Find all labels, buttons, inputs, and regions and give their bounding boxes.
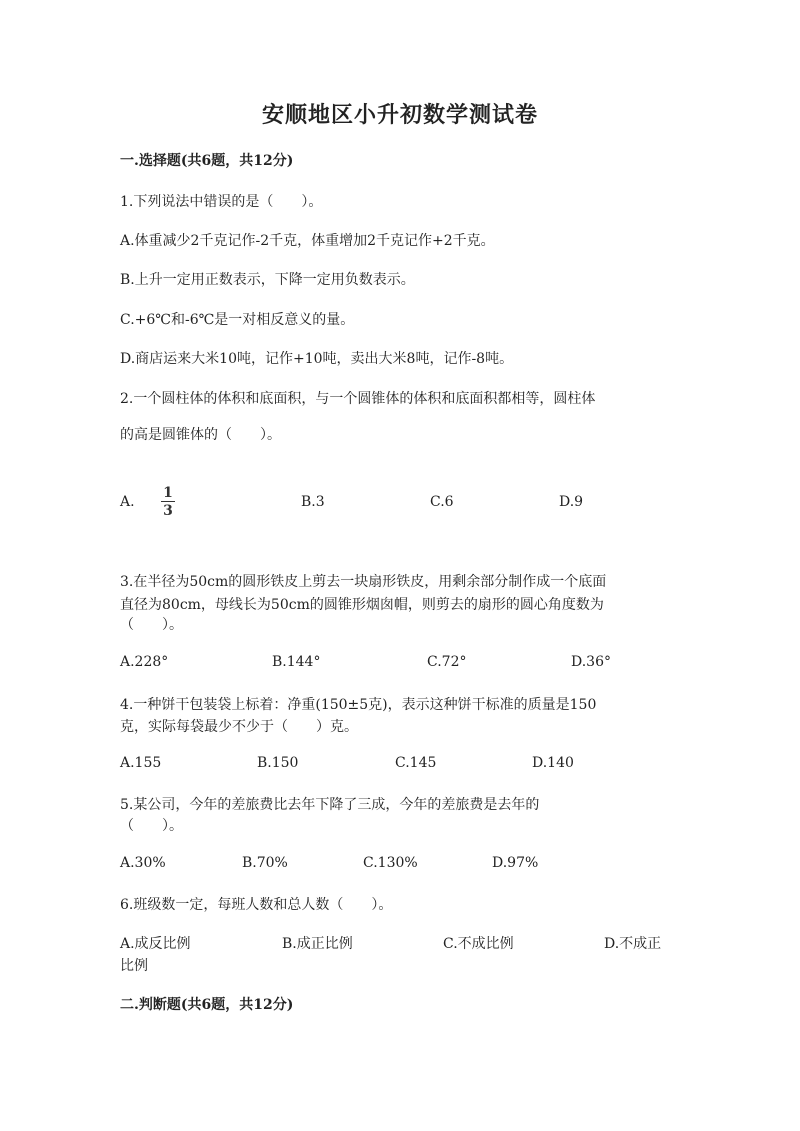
question-3-stem-line-1: 3.在半径为50cm的圆形铁皮上剪去一块扇形铁皮，用剩余部分制作成一个底面	[120, 574, 607, 590]
question-2-option-d: D.9	[559, 494, 584, 510]
question-2-option-b: B.3	[301, 494, 325, 510]
question-3-option-a: A.228°	[120, 654, 169, 670]
question-6-option-a: A.成反比例	[120, 936, 191, 952]
question-3-stem-line-2: 直径为80cm，母线长为50cm的圆锥形烟囱帽，则剪去的扇形的圆心角度数为	[120, 597, 604, 613]
fraction-denominator: 3	[163, 503, 173, 519]
question-1-stem: 1.下列说法中错误的是（ ）。	[120, 194, 323, 210]
question-5-stem-line-2: （ ）。	[120, 818, 183, 834]
question-4-option-b: B.150	[257, 755, 299, 771]
question-3-option-c: C.72°	[427, 654, 467, 670]
question-6-option-d: D.不成正	[604, 936, 662, 952]
question-4-option-d: D.140	[532, 755, 574, 771]
question-6-option-c: C.不成比例	[443, 936, 514, 952]
question-6-stem: 6.班级数一定，每班人数和总人数（ ）。	[120, 897, 393, 913]
question-4-option-a: A.155	[120, 755, 162, 771]
question-4-option-c: C.145	[395, 755, 437, 771]
question-5-option-d: D.97%	[492, 855, 539, 871]
question-2-option-c: C.6	[430, 494, 454, 510]
question-2-option-a-fraction	[161, 486, 175, 518]
fraction-numerator: 1	[163, 485, 173, 501]
question-6-option-d-continued: 比例	[120, 958, 148, 974]
question-6-option-b: B.成正比例	[282, 936, 353, 952]
question-3-option-d: D.36°	[571, 654, 611, 670]
question-2-stem-line-1: 2.一个圆柱体的体积和底面积，与一个圆锥体的体积和底面积都相等，圆柱体	[120, 391, 596, 407]
question-3-stem-line-3: （ ）。	[120, 617, 183, 633]
question-1-option-b: B.上升一定用正数表示，下降一定用负数表示。	[120, 272, 415, 288]
question-2-option-a-label: A.	[120, 494, 135, 510]
section-heading-choice: 一.选择题(共6题，共12分)	[120, 153, 294, 169]
question-4-stem-line-2: 克，实际每袋最少不少于（ ）克。	[120, 719, 358, 735]
question-4-stem-line-1: 4.一种饼干包装袋上标着：净重(150±5克)，表示这种饼干标准的质量是150	[120, 697, 597, 713]
section-heading-judgment: 二.判断题(共6题，共12分)	[120, 997, 294, 1013]
question-5-option-b: B.70%	[242, 855, 288, 871]
question-1-option-d: D.商店运来大米10吨，记作+10吨，卖出大米8吨，记作-8吨。	[120, 351, 514, 367]
question-5-option-c: C.130%	[363, 855, 418, 871]
question-2-stem-line-2: 的高是圆锥体的（ ）。	[120, 427, 281, 443]
question-1-option-c: C.+6℃和-6℃是一对相反意义的量。	[120, 312, 355, 328]
question-5-option-a: A.30%	[120, 855, 166, 871]
question-1-option-a: A.体重减少2千克记作-2千克，体重增加2千克记作+2千克。	[120, 233, 495, 249]
question-3-option-b: B.144°	[272, 654, 321, 670]
page-title: 安顺地区小升初数学测试卷	[261, 102, 538, 128]
fraction-bar	[161, 501, 175, 502]
question-5-stem-line-1: 5.某公司，今年的差旅费比去年下降了三成，今年的差旅费是去年的	[120, 797, 540, 813]
